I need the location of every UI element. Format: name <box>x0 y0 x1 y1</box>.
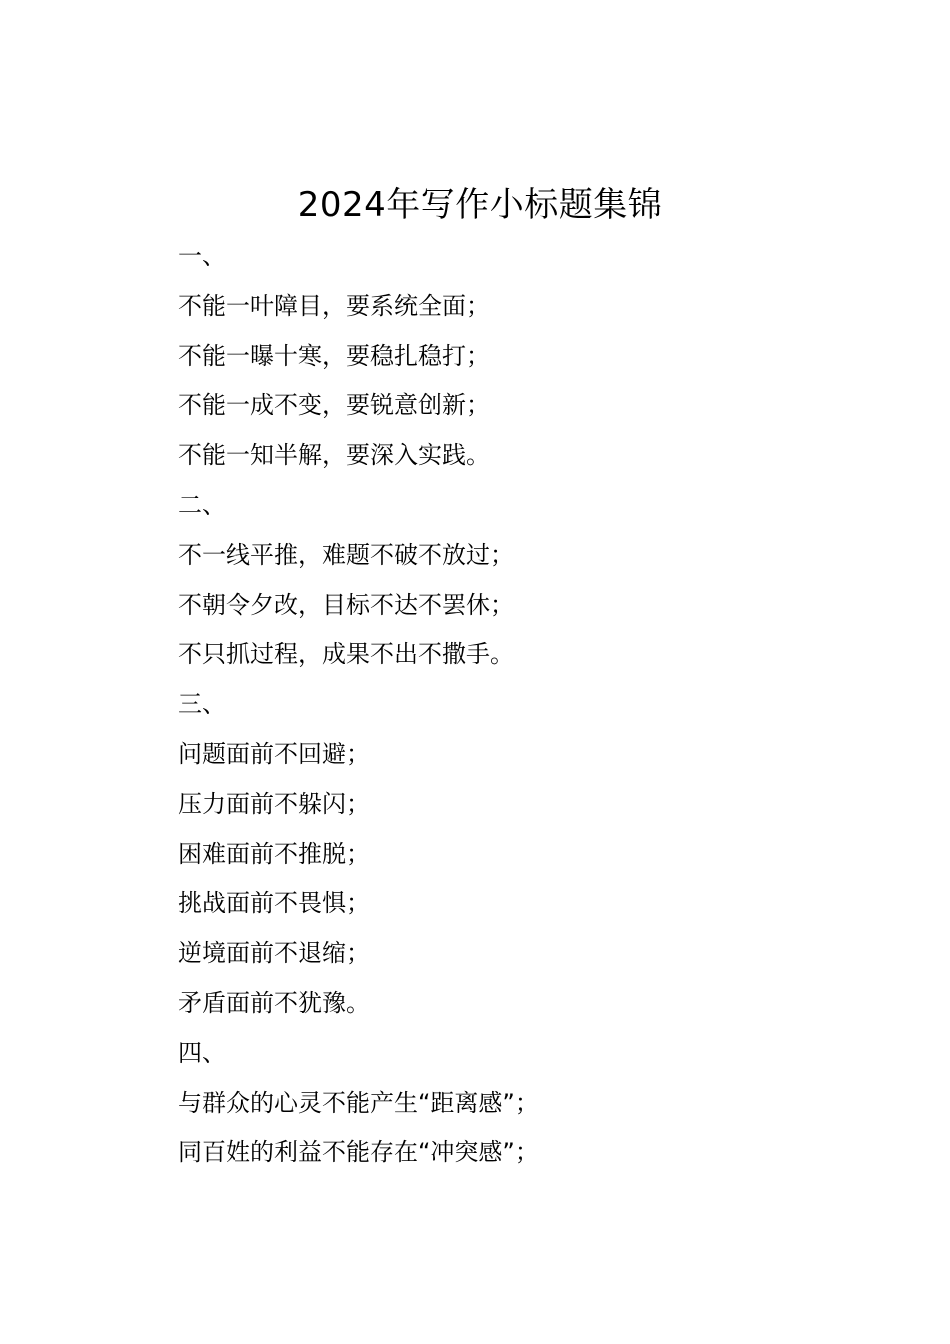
text-line: 不只抓过程，成果不出不撒手。 <box>178 640 514 669</box>
section-heading-4: 四、 <box>178 1038 226 1067</box>
document-body <box>178 232 898 1178</box>
text-line: 不能一知半解，要深入实践。 <box>178 441 490 470</box>
text-line: 不一线平推，难题不破不放过； <box>178 540 514 569</box>
text-line: 困难面前不推脱； <box>178 839 370 868</box>
text-line: 挑战面前不畏惧； <box>178 889 370 918</box>
text-line: 矛盾面前不犹豫。 <box>178 988 370 1017</box>
text-line: 不能一叶障目，要系统全面； <box>178 291 490 320</box>
text-line: 逆境面前不退缩； <box>178 939 370 968</box>
text-line: 与群众的心灵不能产生“距离感”； <box>178 1088 539 1117</box>
text-line: 压力面前不躲闪； <box>178 789 370 818</box>
section-heading-1: 一、 <box>178 242 226 270</box>
text-line: 问题面前不回避； <box>178 739 370 768</box>
section-heading-2: 二、 <box>178 490 226 519</box>
document-title: 2024年写作小标题集锦 <box>297 185 663 225</box>
text-line: 不能一成不变，要锐意创新； <box>178 391 490 420</box>
text-line: 不朝令夕改，目标不达不罢休； <box>178 590 514 619</box>
text-line: 不能一曝十寒，要稳扎稳打； <box>178 341 490 370</box>
text-line: 同百姓的利益不能存在“冲突感”； <box>178 1138 539 1167</box>
section-heading-3: 三、 <box>178 690 226 719</box>
